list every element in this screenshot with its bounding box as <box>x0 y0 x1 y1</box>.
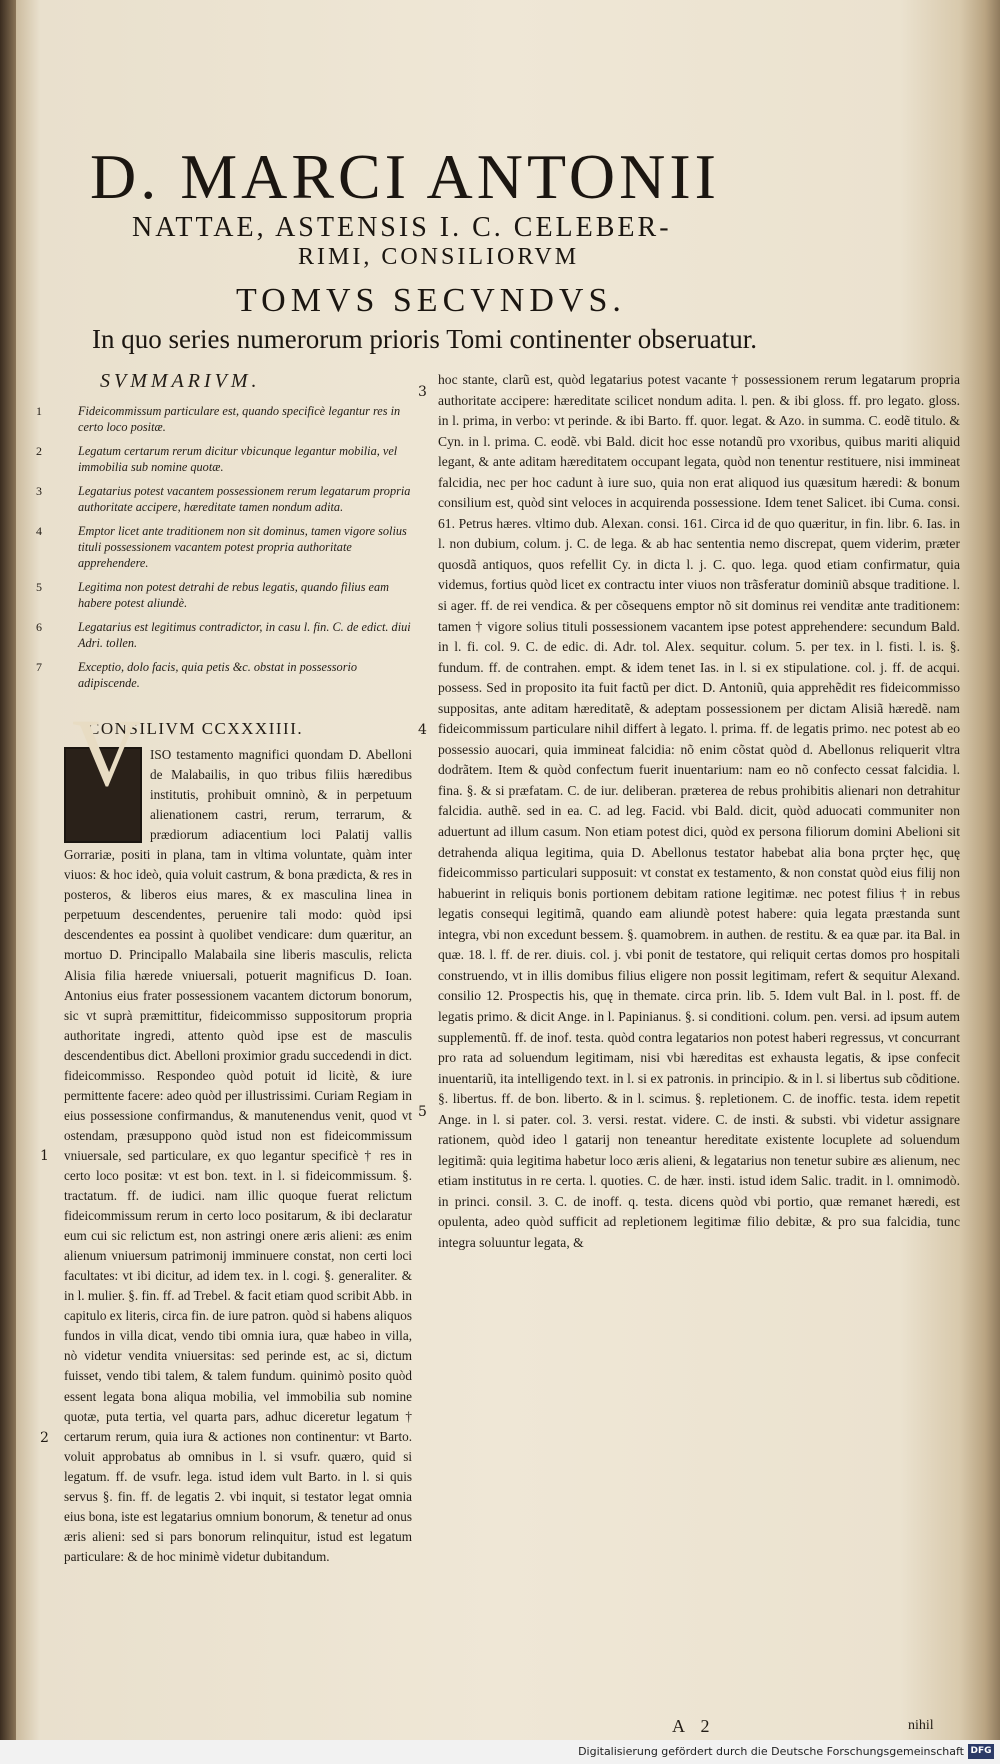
summary-item-text: Fideicommissum particulare est, quando specificè legantur res in certo loco positæ. <box>78 404 401 434</box>
right-column <box>438 370 960 1254</box>
summary-item-text: Emptor licet ante traditionem non sit dominus, tamen vigore solius tituli possessionem vacantem potest propria authoritate apprehendere. <box>78 524 407 570</box>
summary-item <box>36 403 412 435</box>
margin-number: 3 <box>418 384 427 400</box>
summary-item <box>36 579 412 611</box>
footer-bar <box>0 1740 1000 1764</box>
summary-item <box>36 659 412 691</box>
summary-heading: SVMMARIVM. <box>100 370 261 392</box>
left-column <box>36 370 412 1567</box>
consilium-text: ISO testamento magnifici quondam D. Abelloni de Malabailis, in quo tribus filiis hæredibus institutis, prohibuit omninò, & in perpetuum alienationem castri, rerum, terrarum, & prædiorum adiacentium loci Palatij vallis Gorrariæ, positi in plana, tam in vltima voluntate, quàm inter viuos: & hoc ideò, quia voluit castrum, & bona prædicta, & res in posteros, & liberos eius mares, & ex masculina linea in perpetuum descendentes, peruenire tali modo: quòd ipsi descendentes ea possint à quolibet vendicare: dum quæritur, an mortuo D. Principallo Malabaila sine liberis masculis, relicta Alisia filia hærede vniuersali, potuerit magnificus D. Ioan. Antonius eius frater possessionem vacantem dictorum bonorum, sic vt suprà præmittitur, fideicommisso suppositorum propria authoritate ingredi, attento quòd ipse est de masculis descendentibus dict. Abelloni proximior gradu succedendi in dict. fideicommisso. Respondeo quòd potuit id licitè, & iure permittente facere: adeo quòd per illustrissimi. Curiam Regiam in eius possessione confirmandus, & manutenendus venit, quod vt ostendam, præsuppono quòd istud non est fideicommissum vniuersale, sed particulare, ex quo legantur specificè † res in certo loco positæ: vt est bon. text. in l. si fideicommissum. §. tractatum. ff. de iudici. nam illic quoque fuerat relictum fideicommissum rerum in certo loco positarum, & ibi declaratur eum cui sic relictum est, non astringi onere æris alieni: æs enim alienum vniuersum patrimonij imminuere constat, non certi loci facultates: vt ibi dicitur, ad idem tex. in l. cogi. §. generaliter. & in l. mulier. §. fin. ff. ad Trebel. & facit etiam quod scribit Abb. in capitulo ex literis, circa fin. de iure patron. quòd si habens aliquos fundos in villa dicat, vendo tibi omnia iura, quæ habeo in villa, nò videtur vendita vniuersitas: sed perinde est, ac si, dictum fuisset, vendo tibi talem, & talem fundum. quinimò posito quòd essent legata bona aliqua mobilia, vel immobilia sub nomine quotæ, puta tertia, vel quarta pars, adhuc diceretur legatum † certarum rerum, quia iura & actiones non continentur: vt Barto. voluit approbatus ab omnibus in l. si vsufr. quæro, quid si legatum. ff. de vsufr. lega. istud idem vult Barto. in l. si quis servus §. fin. ff. de legatis 2. vbi inquit, si testator legat omnia eius bona, iste est legatarius omnium bonorum, & tenetur ad onus æris alieni: sed si pars bonorum relinquitur, istud est legatum particulare: & de hoc minimè videtur dubitandum. <box>64 747 412 1564</box>
summary-item-number: 5 <box>36 580 42 594</box>
summary-item <box>36 483 412 515</box>
summary-item-number: 6 <box>36 620 42 634</box>
margin-number: 5 <box>418 1104 427 1120</box>
subtitle: In quo series numerorum prioris Tomi continenter obseruatur. <box>92 324 757 354</box>
summary-item-number: 4 <box>36 524 42 538</box>
summary-item-number: 1 <box>36 404 42 418</box>
summary-item-number: 7 <box>36 660 42 674</box>
drop-cap-letter: V <box>72 699 142 806</box>
summary-list <box>36 403 412 691</box>
summary-item <box>36 523 412 571</box>
right-column-text: hoc stante, clarũ est, quòd legatarius potest vacante † possessionem rerum legatarum propria authoritate accipere: hæreditate scilicet nondum adita. l. pen. & ibi gloss. ff. pro legato. gloss. in l. prima, in verbo: vt perinde. & ibi Barto. ff. quor. legat. & Azo. in summa. C. eodẽ titulo. & Cyn. in l. prima. C. eodẽ. vbi Bald. dicit hoc esse notandũ pro vxoribus, quibus mariti aliquid legant, & ante aditam hæreditatem occupant legata, quòd non tenentur restituere, nisi immineat falcidia, nec per hoc cadunt à iure suo, quia non erat aliquod ius quæsitum hæredi: & bonum consilium est, quòd sint veloces in acquirenda possessione. Idem tenet Salicet. ibi Cuma. consi. 61. Petrus hæres. vltimo dub. Alexan. consi. 161. Circa id de quo quæritur, in fin. libr. 6. Ias. in l. non dubium, colum. j. C. de lega. & ab hac sententia nemo discrepat, quem viderim, præter quosdã antiquos, quos refellit Cy. in dicta l. j. C. quo. lega. quod etiam confirmatur, quia videmus, fortius quòd licet ex contractu inter viuos non trãsferatur dominiũ absque traditione. l. si ager. ff. de rei vendica. & per cõsequens emptor nõ sit dominus rei venditæ ante traditionem: tamen † vigore solius tituli possessionem vacantem ipse potest apprehendere: secundum Bald. in l. fi. col. 9. C. de edic. di. Adr. tol. Alex. sequitur. colum. 5. per tex. in l. fisti. l. is. §. fundum. ff. de contrahen. empt. & idem tenet Ias. in l. si ex stipulatione. col. j. ff. de acqui. possess. Sed in proposito ita fuit factũ per dict. D. Antoniũ, quia apprehẽdit res fideicommisso suppositas, ante aditam hæreditatẽ, & adeptam possessionem per dictam Alisiã hæredẽ. nam fideicommissum particulare nihil differt à legato. l. prima. ff. de legatis primo. nec potest ab eo possessio auocari, quia immineat falcidia: nõ enim cõstat quòd d. Abellonus reliquerit vltra dodrãtem. Item & quòd confectum fuerit inuentarium: nam eo nõ confecto cessat falcidia. l. fina. §. & si præfatam. C. de iur. deliberan. præterea de rebus prohibitis alienari non detrahitur falcidia. authẽ. sed in ea. C. ad leg. Facid. vbi Bald. dicit, quòd aduocati communiter non aduertunt ad illum casum. Non etiam potest dici, quòd ex persona filiorum domini Abelioni sit detrahenda aliqua legitima, quia D. Abellonus testator habebat alia bona prçter hęc, quę fideicommisso particulari supposuit: vt constat ex testamento, & non constat quòd eius filij non habuerint in reliquis bonis portionem debitam ratione legitimæ. nec potest filius † in rebus legatis consequi legitimã, quando eam aliundè potest habere: quia legata præstanda sunt integra, vbi non excedunt bessem. §. quamobrem. in authen. de restitu. & ea quæ par. ita Bal. in quæ. 18. l. ff. de rer. diuis. col. j. vbi ponit de testatore, qui reliquit certas domos pro hospitali construendo, vt in illis domibus filius eligere non possit legitimam, refert & sequitur Alexand. consilio 12. Prospectis his, quę in themate. circa prin. lib. 5. Idem vult Bal. in l. post. ff. de legatis primo. & dicit Ange. in l. Papinianus. §. si conditioni. colum. pen. versi. ad ipsum autem supplementũ. ff. de inof. testa. quòd contra legatarios non potest haberi regressus, vt concurrant pro rata ad soluendum legitimam, nisi vbi hæreditas est exhausta legatis, & ipse confecit inuentariũ, ita intelligendo text. in l. si ex patronis. in principio. & in l. si libertus sub cõditione. §. libertus. ff. de bon. liberto. & in l. scimus. §. repletionem. C. de inoffic. testa. idem repetit Ange. in l. si pater. col. 3. versi. restat. videre. C. de insti. & substi. vbi videtur assignare rationem, quòd ideo l gatarij non teneantur hereditate existente locuplete ad soluendum legitimã: quia legitima habetur loco æris alieni, & legatarius non tenetur subire æs alienum, nec etiam institutus in re certa. l. quoties. C. de hær. insti. istud idem Salic. tradit. in l. omnimodò. in princi. consil. 3. C. de inoff. q. testa. dicens quòd vbi portio, quæ remanet hæredi, est opulenta, adeo quòd sufficit ad repletionem legitimæ filio debitæ, & pro sua falcidia, tunc integra soluuntur legata, & <box>438 372 960 1250</box>
summary-item <box>36 619 412 651</box>
summary-item-text: Legatum certarum rerum dicitur vbicunque legantur mobilia, vel immobilia sub nomine quotæ. <box>78 444 398 474</box>
dfg-logo-icon: DFG <box>968 1744 994 1759</box>
summary-item <box>36 443 412 475</box>
book-binding-edge <box>0 0 16 1764</box>
signature-mark: A 2 <box>672 1716 716 1736</box>
margin-number: 2 <box>40 1430 49 1446</box>
title-line-3: RIMI, CONSILIORVM <box>298 244 580 270</box>
summary-item-text: Legitima non potest detrahi de rebus legatis, quando filius eam habere potest aliundè. <box>78 580 390 610</box>
summary-item-text: Legatarius est legitimus contradictor, in casu l. fin. C. de edict. diui Adri. tollen. <box>78 620 411 650</box>
footer-credit: Digitalisierung gefördert durch die Deutsche Forschungsgemeinschaft <box>578 1745 964 1758</box>
summary-item-number: 3 <box>36 484 42 498</box>
decorated-initial <box>64 699 142 843</box>
summary-item-number: 2 <box>36 444 42 458</box>
margin-number: 1 <box>40 1148 49 1164</box>
summary-item-text: Exceptio, dolo facis, quia petis &c. obstat in possessorio adipiscende. <box>78 660 358 690</box>
catchword: nihil <box>908 1718 934 1733</box>
title-line-1: D. MARCI ANTONII <box>90 141 720 212</box>
title-block <box>90 142 810 271</box>
title-line-2: NATTAE, ASTENSIS I. C. CELEBER- <box>132 212 672 243</box>
margin-number: 4 <box>418 722 427 738</box>
summary-item-text: Legatarius potest vacantem possessionem rerum legatarum propria authoritate accipere, hæreditate tamen nondum adita. <box>78 484 411 514</box>
volume-heading: TOMVS SECVNDVS. <box>236 282 626 319</box>
consilium-heading: CONSILIVM CCXXXIIII. <box>88 719 304 738</box>
